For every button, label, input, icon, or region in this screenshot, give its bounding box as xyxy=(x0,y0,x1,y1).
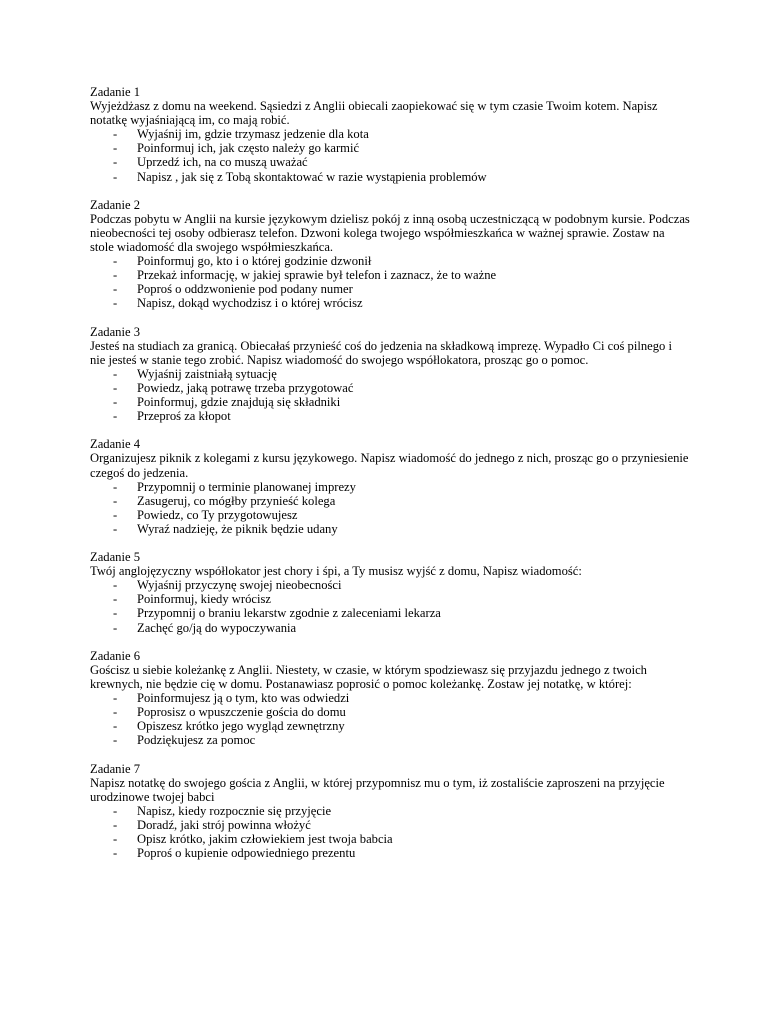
bullet-text: Zachęć go/ją do wypoczywania xyxy=(137,620,297,635)
task-bullet-list xyxy=(90,578,690,634)
task-description: Twój anglojęzyczny współlokator jest chory i śpi, a Ty musisz wyjść z domu, Napisz wiadomość: xyxy=(90,564,582,579)
bullet-dash: - xyxy=(113,493,118,508)
bullet-text: Przekaż informację, w jakiej sprawie był telefon i zaznacz, że to ważne xyxy=(137,268,497,283)
bullet-text: Podziękujesz za pomoc xyxy=(137,733,256,748)
list-item xyxy=(90,282,690,296)
task-6 xyxy=(90,649,690,748)
bullet-dash: - xyxy=(113,705,118,720)
bullet-dash: - xyxy=(113,169,118,184)
task-title: Zadanie 5 xyxy=(90,550,140,565)
bullet-text: Poinformuj ich, jak często należy go karmić xyxy=(137,141,360,156)
bullet-dash: - xyxy=(113,282,118,297)
list-item xyxy=(90,127,690,141)
bullet-text: Poproś o kupienie odpowiedniego prezentu xyxy=(137,846,356,861)
bullet-text: Doradź, jaki strój powinna włożyć xyxy=(137,817,311,832)
bullet-dash: - xyxy=(113,578,118,593)
task-4 xyxy=(90,437,690,536)
bullet-text: Wyjaśnij przyczynę swojej nieobecności xyxy=(137,578,342,593)
task-title: Zadanie 4 xyxy=(90,437,140,452)
bullet-text: Poinformuj, gdzie znajdują się składniki xyxy=(137,395,341,410)
bullet-text: Napisz, dokąd wychodzisz i o której wrócisz xyxy=(137,296,363,311)
task-title: Zadanie 1 xyxy=(90,85,140,99)
list-item xyxy=(90,480,690,494)
list-item xyxy=(90,804,690,818)
task-title: Zadanie 7 xyxy=(90,761,140,776)
task-description: Organizujesz piknik z kolegami z kursu językowego. Napisz wiadomość do jednego z nich, prosząc go o przyniesienie czegoś do jedzenia. xyxy=(90,451,689,480)
bullet-dash: - xyxy=(113,592,118,607)
list-item xyxy=(90,508,690,522)
bullet-text: Napisz , jak się z Tobą skontaktować w razie wystąpienia problemów xyxy=(137,169,487,184)
task-bullet-list xyxy=(90,367,690,423)
bullet-text: Przypomnij o terminie planowanej imprezy xyxy=(137,479,356,494)
list-item xyxy=(90,522,690,536)
list-item xyxy=(90,155,690,169)
task-bullet-list xyxy=(90,804,690,860)
list-item xyxy=(90,606,690,620)
task-bullet-list xyxy=(90,254,690,310)
task-description: Napisz notatkę do swojego gościa z Anglii, w której przypomnisz mu o tym, iż zostaliście zaproszeni na przyjęcie urodzinowe twojej babci xyxy=(90,775,665,804)
bullet-text: Poinformuj go, kto i o której godzinie dzwonił xyxy=(137,254,372,269)
bullet-dash: - xyxy=(113,268,118,283)
bullet-dash: - xyxy=(113,479,118,494)
task-title: Zadanie 2 xyxy=(90,197,140,212)
list-item xyxy=(90,818,690,832)
bullet-dash: - xyxy=(113,380,118,395)
list-item xyxy=(90,832,690,846)
bullet-dash: - xyxy=(113,395,118,410)
bullet-text: Zasugeruj, co mógłby przynieść kolega xyxy=(137,493,336,508)
task-description: Jesteś na studiach za granicą. Obiecałaś przynieść coś do jedzenia na składkową imprezę. Wypadło Ci coś pilnego i nie jesteś w stanie tego zrobić. Napisz wiadomość do swojego współlokatora, prosząc go o pomoc. xyxy=(90,338,672,367)
list-item xyxy=(90,691,690,705)
bullet-text: Uprzedź ich, na co muszą uważać xyxy=(137,155,308,170)
bullet-text: Przypomnij o braniu lekarstw zgodnie z zaleceniami lekarza xyxy=(137,606,441,621)
bullet-dash: - xyxy=(113,803,118,818)
task-1 xyxy=(90,85,690,184)
bullet-dash: - xyxy=(113,521,118,536)
bullet-dash: - xyxy=(113,733,118,748)
bullet-dash: - xyxy=(113,507,118,522)
bullet-dash: - xyxy=(113,719,118,734)
bullet-dash: - xyxy=(113,831,118,846)
task-7 xyxy=(90,762,690,861)
bullet-text: Powiedz, co Ty przygotowujesz xyxy=(137,507,298,522)
list-item xyxy=(90,592,690,606)
bullet-text: Poinformujesz ją o tym, kto was odwiedzi xyxy=(137,691,350,706)
bullet-dash: - xyxy=(113,409,118,424)
list-item xyxy=(90,254,690,268)
list-item xyxy=(90,381,690,395)
list-item xyxy=(90,170,690,184)
list-item xyxy=(90,268,690,282)
task-2 xyxy=(90,198,690,311)
bullet-text: Powiedz, jaką potrawę trzeba przygotować xyxy=(137,380,354,395)
task-title: Zadanie 6 xyxy=(90,648,140,663)
list-item xyxy=(90,719,690,733)
bullet-text: Wyjaśnij zaistniałą sytuację xyxy=(137,366,277,381)
list-item xyxy=(90,705,690,719)
bullet-dash: - xyxy=(113,296,118,311)
task-description: Wyjeżdżasz z domu na weekend. Sąsiedzi z Anglii obiecali zaopiekować się w tym czasie Twoim kotem. Napisz notatkę wyjaśniającą im, co mają robić. xyxy=(90,99,658,128)
bullet-text: Poinformuj, kiedy wrócisz xyxy=(137,592,271,607)
bullet-text: Napisz, kiedy rozpocznie się przyjęcie xyxy=(137,803,332,818)
bullet-dash: - xyxy=(113,254,118,269)
task-bullet-list xyxy=(90,127,690,183)
bullet-dash: - xyxy=(113,846,118,861)
list-item xyxy=(90,578,690,592)
list-item xyxy=(90,395,690,409)
bullet-text: Poprosisz o wpuszczenie gościa do domu xyxy=(137,705,346,720)
bullet-text: Przeproś za kłopot xyxy=(137,409,231,424)
bullet-text: Wyraź nadzieję, że piknik będzie udany xyxy=(137,521,338,536)
bullet-text: Opiszesz krótko jego wygląd zewnętrzny xyxy=(137,719,345,734)
list-item xyxy=(90,367,690,381)
bullet-text: Wyjaśnij im, gdzie trzymasz jedzenie dla kota xyxy=(137,127,369,142)
task-5 xyxy=(90,550,690,635)
list-item xyxy=(90,621,690,635)
bullet-dash: - xyxy=(113,155,118,170)
bullet-text: Poproś o oddzwonienie pod podany numer xyxy=(137,282,353,297)
bullet-dash: - xyxy=(113,127,118,142)
bullet-text: Opisz krótko, jakim człowiekiem jest twoja babcia xyxy=(137,831,393,846)
bullet-dash: - xyxy=(113,606,118,621)
task-3 xyxy=(90,325,690,424)
list-item xyxy=(90,409,690,423)
list-item xyxy=(90,296,690,310)
list-item xyxy=(90,141,690,155)
list-item xyxy=(90,846,690,860)
task-bullet-list xyxy=(90,480,690,536)
list-item xyxy=(90,733,690,747)
task-title: Zadanie 3 xyxy=(90,324,140,339)
bullet-dash: - xyxy=(113,620,118,635)
task-description: Podczas pobytu w Anglii na kursie językowym dzielisz pokój z inną osobą uczestniczącą w podobnym kursie. Podczas nieobecności tej osoby odbierasz telefon. Dzwoni kolega twojego współmieszkańca w ważnej sprawie. Zostaw na stole wiadomość dla swojego współmieszkańca. xyxy=(90,211,690,255)
bullet-dash: - xyxy=(113,366,118,381)
task-description: Gościsz u siebie koleżankę z Anglii. Niestety, w czasie, w którym spodziewasz się przyjazdu jednego z twoich krewnych, nie będzie cię w domu. Postanawiasz poprosić o pomoc koleżankę. Zostaw jej notatkę, w której: xyxy=(90,662,647,691)
list-item xyxy=(90,494,690,508)
task-bullet-list xyxy=(90,691,690,747)
bullet-dash: - xyxy=(113,141,118,156)
bullet-dash: - xyxy=(113,817,118,832)
bullet-dash: - xyxy=(113,691,118,706)
document-page xyxy=(90,85,690,874)
